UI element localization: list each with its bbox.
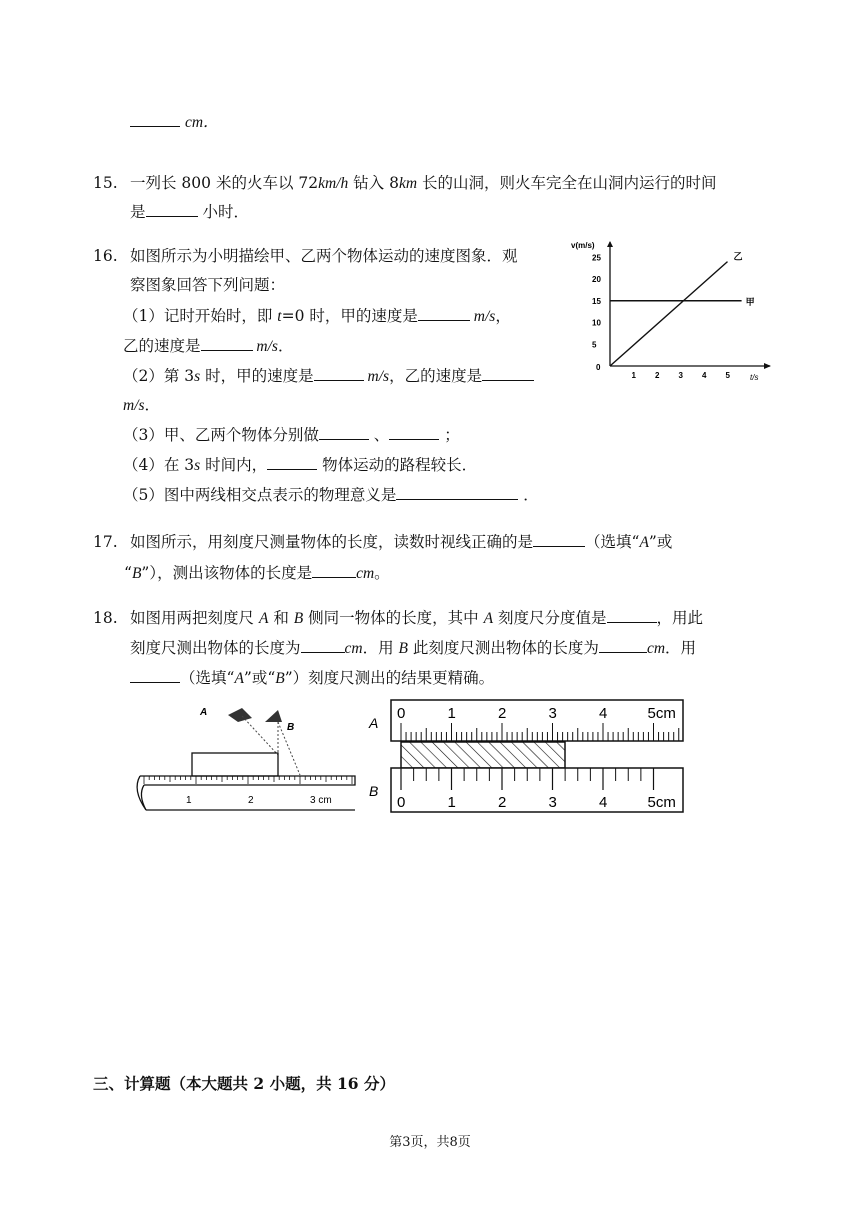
q16-sub5: （5）图中两线相交点表示的物理意义是 ． [123, 486, 539, 504]
x-tick-label: 5 [725, 371, 730, 380]
answer-blank[interactable] [599, 637, 647, 653]
x-tick-label: 1 [631, 371, 636, 380]
measured-object-hatched [401, 742, 565, 768]
question-number: 17. [93, 533, 118, 551]
series-label: 甲 [745, 296, 755, 307]
y-tick-label: 15 [592, 296, 601, 306]
series-label: 乙 [733, 251, 743, 262]
eye-a-icon [228, 708, 252, 722]
ruler-a-label: A [369, 715, 379, 731]
ruler-body [140, 776, 355, 785]
answer-blank[interactable] [319, 424, 369, 440]
question-number: 15. [93, 174, 118, 192]
q18-line3: （选填“A”或“B”）刻度尺测出的结果更精确。 [130, 667, 494, 690]
label-a: A [200, 707, 208, 718]
answer-blank[interactable] [201, 335, 253, 351]
ruler-a-tick-label: 2 [498, 705, 507, 722]
q16-sub1b: 乙的速度是 m/s． [123, 337, 294, 355]
q17-line2: “B”），测出该物体的长度是 cm。 [124, 564, 390, 582]
answer-blank[interactable] [396, 484, 518, 500]
q17-line1: 如图所示，用刻度尺测量物体的长度，读数时视线正确的是 （选填“A”或 [130, 533, 673, 551]
series-line-2 [610, 262, 728, 366]
section-title: 三、计算题（本大题共 2 小题，共 16 分） [93, 1074, 395, 1093]
ruler-b-tick-label: 2 [498, 794, 507, 811]
ruler-ticks [144, 776, 352, 784]
velocity-time-chart [565, 238, 780, 388]
x-axis-arrow-icon [764, 363, 771, 369]
ruler-b-label: B [369, 783, 379, 799]
q16-sub3: （3）甲、乙两个物体分别做 、 ； [123, 426, 460, 444]
label-b: B [287, 722, 295, 733]
ruler-a-tick-label: 3 [548, 705, 557, 722]
q16-line1: 如图所示为小明描绘甲、乙两个物体运动的速度图象．观 [130, 247, 518, 265]
tick-label: 1 [186, 795, 192, 806]
answer-blank[interactable] [607, 607, 657, 623]
ruler-b-tick-label: 0 [397, 794, 406, 811]
ruler-b-tick-label: 3 [548, 794, 557, 811]
measured-object [192, 753, 278, 776]
answer-blank[interactable] [267, 454, 317, 470]
x-axis-label: t/s [750, 373, 759, 382]
eye-b-icon [265, 710, 282, 722]
x-tick-label: 4 [702, 371, 707, 380]
answer-blank[interactable] [389, 424, 439, 440]
q16-sub2b: m/s． [123, 396, 161, 414]
chart-marks [610, 252, 755, 366]
q16-sub2: （2）第 3s 时，甲的速度是 m/s，乙的速度是 [123, 365, 534, 388]
y-tick-label: 20 [592, 275, 601, 284]
answer-blank[interactable] [418, 305, 470, 321]
ruler-b [391, 768, 683, 812]
y-axis-arrow-icon [607, 241, 613, 247]
ruler-b-tick-label: 1 [447, 794, 456, 811]
q15-line1: 一列长 800 米的火车以 72km/h 钻入 8km 长的山洞，则火车完全在山洞内运行的时间 [130, 174, 717, 192]
ruler-a-tick-label: 1 [447, 705, 456, 722]
ruler-a-tick-label: 4 [599, 705, 608, 722]
ruler-a-tick-label: 5cm [647, 705, 676, 722]
page-footer: 第3页，共8页 [389, 1135, 471, 1150]
origin-label: 0 [596, 363, 601, 372]
q15-line2: 是 小时． [130, 203, 249, 221]
answer-blank[interactable] [312, 562, 356, 578]
x-tick-label: 3 [678, 371, 683, 380]
question-number: 16. [93, 247, 118, 265]
figure-18-two-rulers [365, 698, 690, 816]
q14-tail: cm． [130, 111, 219, 134]
answer-blank[interactable] [130, 667, 180, 683]
figure-17-ruler-reading [130, 700, 365, 815]
y-tick-label: 10 [592, 318, 601, 328]
tick-label: 3 cm [310, 795, 332, 806]
q16-line2: 察图象回答下列问题： [130, 276, 286, 294]
ruler-b-tick-label: 4 [599, 794, 608, 811]
y-axis-label: v(m/s) [571, 241, 595, 250]
answer-blank[interactable] [314, 365, 364, 381]
tick-label: 2 [248, 795, 254, 806]
question-number: 18. [93, 609, 118, 627]
q18-line1: 如图用两把刻度尺 A 和 B 侧同一物体的长度，其中 A 刻度尺分度值是 ，用此 [130, 609, 704, 627]
q16-sub4: （4）在 3s 时间内， 物体运动的路程较长． [123, 456, 478, 474]
x-tick-label: 2 [655, 371, 660, 380]
ruler-b-tick-label: 5cm [647, 794, 676, 811]
answer-blank[interactable] [482, 365, 534, 381]
y-tick-label: 5 [592, 340, 597, 350]
answer-blank[interactable] [146, 201, 198, 217]
q16-sub1: （1）记时开始时，即 t=0 时，甲的速度是 m/s， [123, 307, 511, 325]
ruler-a-tick-label: 0 [397, 705, 406, 722]
answer-blank[interactable] [301, 637, 345, 653]
q18-line2: 刻度尺测出物体的长度为 cm．用 B 此刻度尺测出物体的长度为 cm．用 [130, 639, 697, 657]
y-tick-label: 25 [592, 253, 601, 263]
answer-blank[interactable] [130, 111, 180, 127]
answer-blank[interactable] [533, 531, 585, 547]
